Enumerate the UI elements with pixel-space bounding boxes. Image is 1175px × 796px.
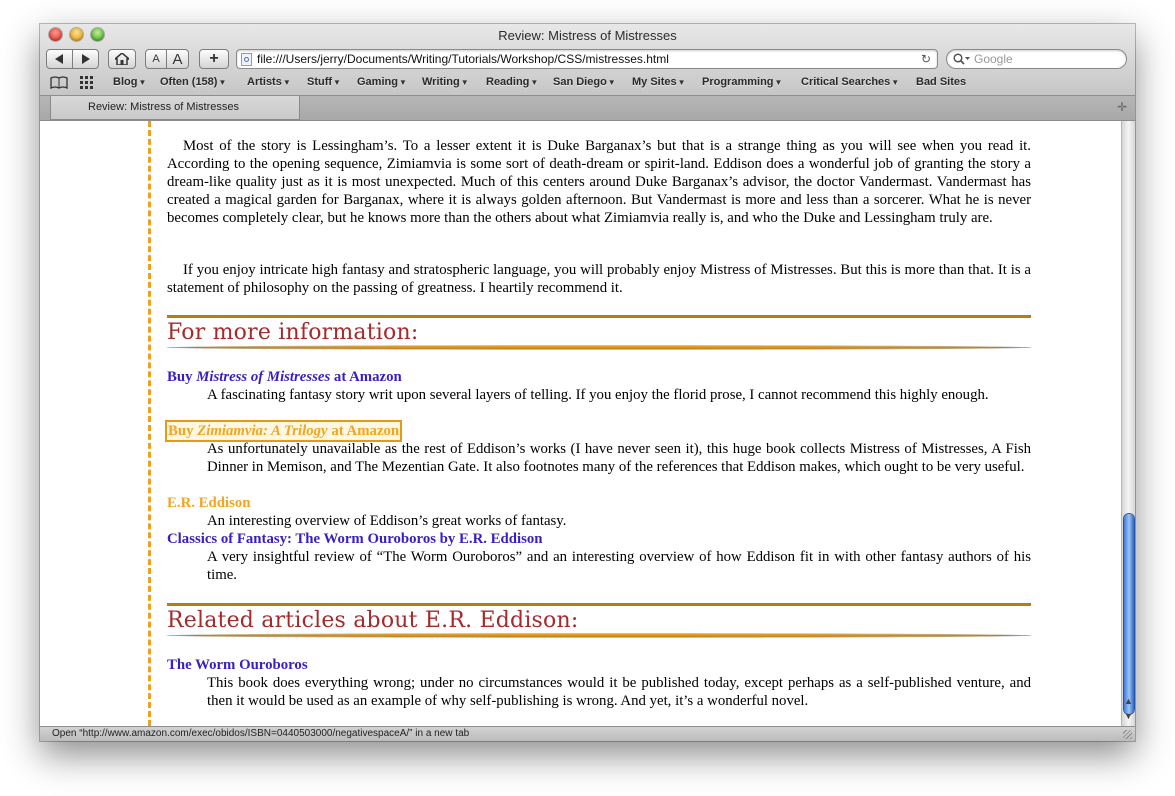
- chevron-down-icon: ▼: [460, 78, 469, 87]
- vertical-scrollbar[interactable]: [1121, 121, 1135, 726]
- bookmark-bad-sites[interactable]: Bad Sites: [916, 76, 967, 88]
- back-button[interactable]: [46, 49, 73, 69]
- scroll-down-icon[interactable]: ▼: [1124, 711, 1133, 721]
- heading-rule-bottom: [167, 634, 1031, 637]
- new-tab-icon[interactable]: ✛: [1116, 100, 1127, 114]
- scroll-up-icon[interactable]: ▲: [1124, 696, 1133, 706]
- page-content: [40, 121, 1121, 726]
- forward-button[interactable]: [72, 49, 99, 69]
- window-title: Review: Mistress of Mistresses: [498, 28, 677, 43]
- link-er-eddison[interactable]: E.R. Eddison: [167, 495, 251, 511]
- search-icon: [953, 53, 971, 65]
- bookmark-my-sites[interactable]: My Sites▼: [632, 76, 686, 88]
- chevron-down-icon: ▼: [282, 78, 291, 87]
- chevron-down-icon: ▼: [398, 78, 407, 87]
- link-classics-of-fantasy[interactable]: Classics of Fantasy: The Worm Ouroboros by E.R. Eddison: [167, 531, 543, 547]
- scroll-thumb[interactable]: [1124, 514, 1134, 714]
- more-info-heading: For more information:: [167, 320, 419, 345]
- heading-rule-top: [167, 603, 1031, 606]
- chevron-down-icon: ▼: [891, 78, 900, 87]
- chevron-down-icon: ▼: [774, 78, 783, 87]
- home-icon: [115, 53, 129, 65]
- search-field[interactable]: [946, 49, 1127, 69]
- chevron-down-icon: ▼: [677, 78, 686, 87]
- desc-er-eddison: An interesting overview of Eddison’s great works of fantasy.: [207, 513, 567, 529]
- add-bookmark-icon: +: [209, 50, 219, 67]
- bookmark-gaming[interactable]: Gaming▼: [357, 76, 407, 88]
- chevron-down-icon: ▼: [607, 78, 616, 87]
- tab-review[interactable]: [50, 96, 300, 120]
- link-buy-mistress-amazon[interactable]: Buy Mistress of Mistresses at Amazon: [167, 369, 402, 385]
- url-text[interactable]: file:///Users/jerry/Documents/Writing/Tutorials/Workshop/CSS/mistresses.html: [257, 52, 669, 66]
- chevron-down-icon: ▼: [138, 78, 147, 87]
- bookmark-blog[interactable]: Blog▼: [113, 76, 147, 88]
- bookmarks-bar: [50, 76, 1130, 92]
- chevron-down-icon: ▼: [218, 78, 227, 87]
- dashed-border: [148, 121, 151, 726]
- bookmark-san-diego[interactable]: San Diego▼: [553, 76, 616, 88]
- related-heading: Related articles about E.R. Eddison:: [167, 608, 579, 633]
- font-larger-button[interactable]: A: [166, 49, 189, 69]
- reload-icon[interactable]: ↻: [920, 52, 931, 66]
- desc-buy-zimiamvia: As unfortunately unavailable as the rest of Eddison’s works (I have never seen it), this huge book collects Mistress of Mistresses, A Fish Dinner in Memison, and The Mezentian Gate. It also footnotes many of the references that Eddison makes, which ought to be very useful.: [207, 441, 1031, 475]
- article-paragraph-2: If you enjoy intricate high fantasy and stratospheric language, you will probably enjoy Mistress of Mistresses. But this is more than that. It is a statement of philosophy on the passing of greatness. I heartily recommend it.: [167, 262, 1031, 296]
- article-paragraph-1: Most of the story is Lessingham’s. To a lesser extent it is Duke Barganax’s but that is a strange thing as you will see when you read it. According to the opening sequence, Zimiamvia is some sort of death-dream or spirit-land. Eddison does a wonderful job of granting the story a dream-like quality just as it is most unexpected. Much of this centers around Duke Barganax’s advisor, the doctor Vandermast. Vandermast has created a magical garden for Barganax, where it is always golden afternoon. But Vandermast is more and less than a sorcerer. What he is never becomes completely clear, but he knows more than the others about what Zimiamvia really is, and who the Duke and Lessingham truly are.: [167, 138, 1031, 226]
- forward-arrow-icon: [81, 54, 90, 64]
- font-smaller-button[interactable]: A: [145, 49, 167, 69]
- page-icon: [241, 53, 252, 66]
- grid-icon[interactable]: [80, 76, 94, 89]
- heading-rule-top: [167, 315, 1031, 318]
- chevron-down-icon: ▼: [333, 78, 341, 87]
- bookmark-programming[interactable]: Programming▼: [702, 76, 783, 88]
- chevron-down-icon: ▼: [530, 78, 539, 87]
- bookmark-stuff[interactable]: Stuff▼: [307, 76, 341, 88]
- heading-rule-bottom: [167, 346, 1031, 349]
- status-text: Open “http://www.amazon.com/exec/obidos/ISBN=0440503000/negativespaceA/” in a new tab: [52, 728, 470, 739]
- browser-chrome: [40, 24, 1135, 121]
- browser-window: [40, 24, 1135, 741]
- bookmark-reading[interactable]: Reading▼: [486, 76, 539, 88]
- status-bar: [40, 726, 1135, 741]
- toolbar: [46, 49, 1129, 71]
- search-placeholder: Google: [974, 52, 1013, 66]
- desc-buy-mistress: A fascinating fantasy story writ upon several layers of telling. If you enjoy the florid prose, I cannot recommend this highly enough.: [207, 387, 989, 403]
- tab-bar: [40, 95, 1135, 120]
- back-arrow-icon: [55, 54, 64, 64]
- bookmark-critical-searches[interactable]: Critical Searches▼: [801, 76, 900, 88]
- desc-classics-of-fantasy: A very insightful review of “The Worm Ouroboros” and an interesting overview of how Eddison fit in with other fantasy authors of his time.: [207, 549, 1031, 583]
- desc-worm-ouroboros: This book does everything wrong; under no circumstances would it be published today, except perhaps as a self-published venture, and then it would be used as an example of why self-publishing is wrong. And yet, it’s a wonderful novel.: [207, 675, 1031, 709]
- address-bar[interactable]: [236, 49, 938, 69]
- bookmark-writing[interactable]: Writing▼: [422, 76, 469, 88]
- add-bookmark-button[interactable]: [199, 49, 229, 69]
- link-worm-ouroboros[interactable]: The Worm Ouroboros: [167, 657, 308, 673]
- bookmark-artists[interactable]: Artists▼: [247, 76, 291, 88]
- bookmark-often[interactable]: Often (158)▼: [160, 76, 227, 88]
- resize-grip-icon[interactable]: [1123, 730, 1132, 739]
- home-button[interactable]: [108, 49, 136, 69]
- book-icon[interactable]: [50, 76, 68, 89]
- tab-label: Review: Mistress of Mistresses: [88, 101, 239, 113]
- link-buy-zimiamvia-amazon[interactable]: Buy Zimiamvia: A Trilogy at Amazon: [165, 420, 402, 442]
